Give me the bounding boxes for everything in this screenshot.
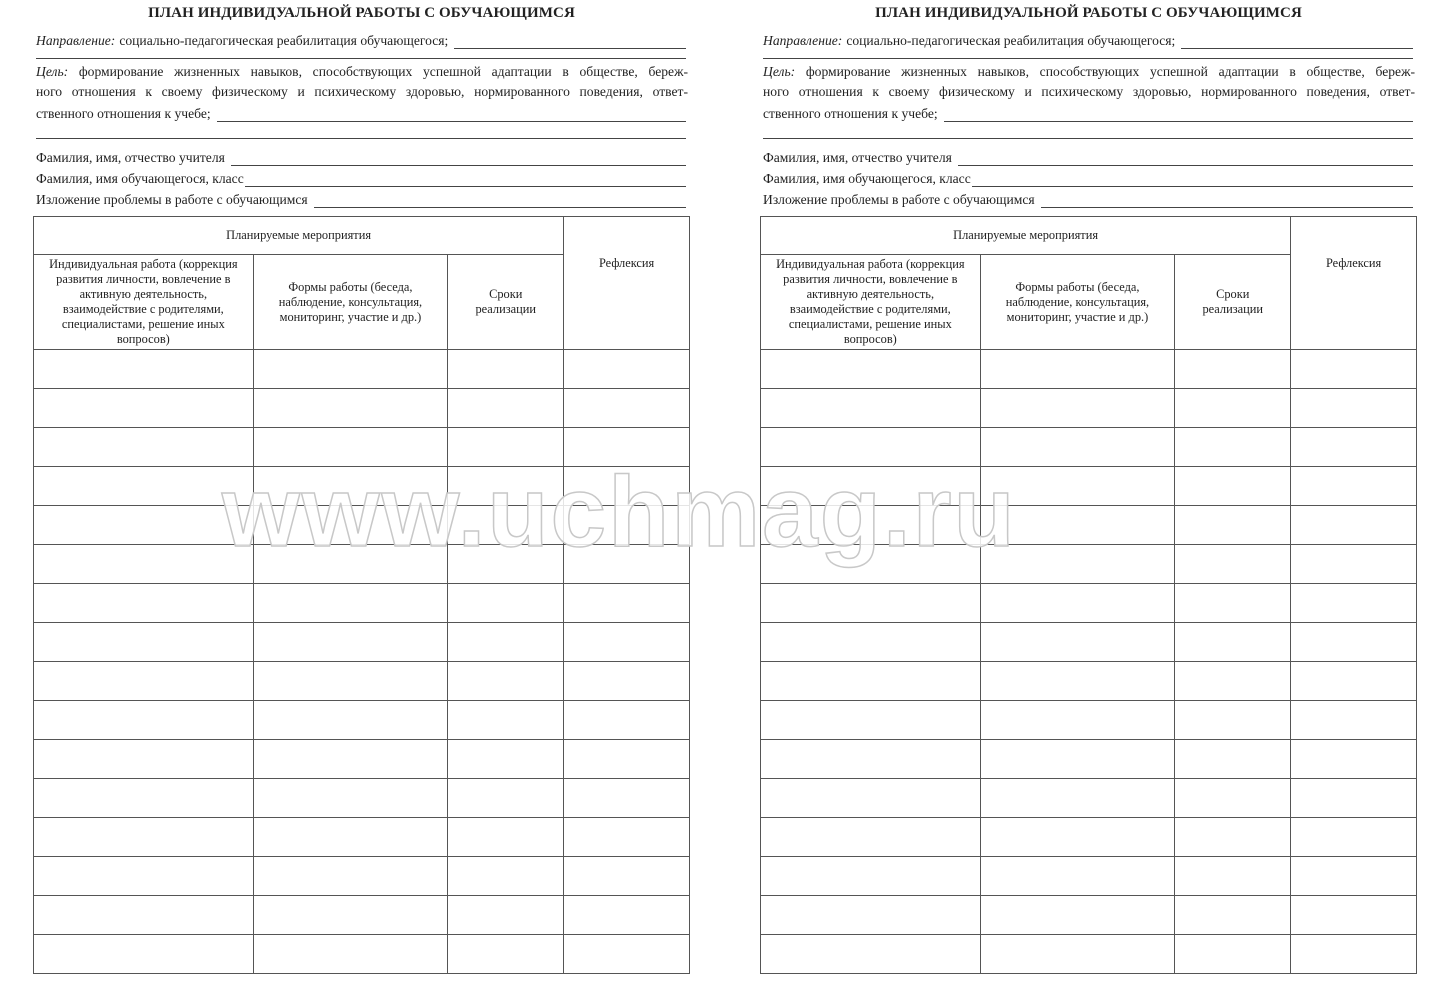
table-cell[interactable] xyxy=(980,389,1175,428)
goal-text-1: формирование жизненных навыков, способствующих успешной адаптации в обществе, береж- xyxy=(78,64,688,79)
table-cell[interactable] xyxy=(1291,389,1417,428)
table-row xyxy=(761,545,1417,584)
table-cell[interactable] xyxy=(34,428,254,467)
table-cell[interactable] xyxy=(1291,896,1417,935)
table-cell[interactable] xyxy=(253,818,448,857)
table-cell[interactable] xyxy=(1291,428,1417,467)
table-cell[interactable] xyxy=(1175,701,1291,740)
table-cell[interactable] xyxy=(253,857,448,896)
table-cell[interactable] xyxy=(1291,545,1417,584)
table-cell[interactable] xyxy=(1175,935,1291,974)
table-cell[interactable] xyxy=(253,545,448,584)
table-cell[interactable] xyxy=(980,584,1175,623)
goal-label: Цель: xyxy=(763,64,796,79)
table-cell[interactable] xyxy=(761,545,981,584)
direction-label: Направление: xyxy=(763,33,843,48)
table-cell[interactable] xyxy=(564,779,690,818)
direction-extra-line[interactable] xyxy=(763,58,1413,59)
table-row xyxy=(34,662,690,701)
student-label: Фамилия, имя обучающегося, класс xyxy=(36,171,244,186)
form-title: ПЛАН ИНДИВИДУАЛЬНОЙ РАБОТЫ С ОБУЧАЮЩИМСЯ xyxy=(148,5,575,21)
table-cell[interactable] xyxy=(980,545,1175,584)
table-cell[interactable] xyxy=(34,467,254,506)
table-cell[interactable] xyxy=(253,701,448,740)
table-cell[interactable] xyxy=(761,506,981,545)
table-row xyxy=(761,506,1417,545)
table-cell[interactable] xyxy=(1291,623,1417,662)
table-row xyxy=(761,662,1417,701)
table-cell[interactable] xyxy=(761,467,981,506)
table-row xyxy=(761,779,1417,818)
table-cell[interactable] xyxy=(761,701,981,740)
table-cell[interactable] xyxy=(34,662,254,701)
teacher-line xyxy=(763,148,1413,166)
direction-extra-line[interactable] xyxy=(36,58,686,59)
table-cell[interactable] xyxy=(448,428,564,467)
table-row xyxy=(34,818,690,857)
table-cell[interactable] xyxy=(761,623,981,662)
table-cell[interactable] xyxy=(448,506,564,545)
table-cell[interactable] xyxy=(34,857,254,896)
table-cell[interactable] xyxy=(564,350,690,389)
problem-field[interactable] xyxy=(1041,194,1413,208)
table-cell[interactable] xyxy=(448,818,564,857)
table-row xyxy=(761,428,1417,467)
table-row xyxy=(761,818,1417,857)
table-cell[interactable] xyxy=(448,623,564,662)
table-cell[interactable] xyxy=(761,935,981,974)
table-cell[interactable] xyxy=(980,935,1175,974)
table-cell[interactable] xyxy=(1175,779,1291,818)
teacher-label: Фамилия, имя, отчество учителя xyxy=(763,150,952,165)
table-row xyxy=(761,740,1417,779)
table-cell[interactable] xyxy=(448,935,564,974)
table-cell[interactable] xyxy=(1175,623,1291,662)
table-row xyxy=(34,896,690,935)
table-cell[interactable] xyxy=(980,740,1175,779)
direction-line xyxy=(763,31,1413,49)
table-cell[interactable] xyxy=(980,701,1175,740)
teacher-field[interactable] xyxy=(231,152,686,166)
table-cell[interactable] xyxy=(1291,740,1417,779)
table-cell[interactable] xyxy=(1291,779,1417,818)
table-cell[interactable] xyxy=(564,662,690,701)
table-cell[interactable] xyxy=(1175,662,1291,701)
plan-table xyxy=(760,216,1417,974)
table-cell[interactable] xyxy=(761,662,981,701)
table-cell[interactable] xyxy=(253,506,448,545)
table-cell[interactable] xyxy=(564,935,690,974)
table-cell[interactable] xyxy=(34,896,254,935)
table-cell[interactable] xyxy=(1291,935,1417,974)
student-field[interactable] xyxy=(245,173,686,187)
table-row xyxy=(761,350,1417,389)
header-deadlines: Сроки реализации xyxy=(448,255,564,350)
goal-line-2: ного отношения к своему физическому и психическому здоровью, нормированного поведения, ответ- xyxy=(36,84,688,99)
table-row xyxy=(34,389,690,428)
table-row xyxy=(34,935,690,974)
table-cell[interactable] xyxy=(448,857,564,896)
goal-line-3 xyxy=(763,104,1413,122)
table-cell[interactable] xyxy=(253,467,448,506)
table-row xyxy=(34,506,690,545)
table-cell[interactable] xyxy=(448,662,564,701)
table-cell[interactable] xyxy=(564,506,690,545)
table-cell[interactable] xyxy=(564,896,690,935)
direction-text: социально-педагогическая реабилитация обучающегося; xyxy=(846,33,1176,48)
table-row xyxy=(34,701,690,740)
form-title: ПЛАН ИНДИВИДУАЛЬНОЙ РАБОТЫ С ОБУЧАЮЩИМСЯ xyxy=(875,5,1302,21)
table-cell[interactable] xyxy=(761,740,981,779)
table-cell[interactable] xyxy=(448,350,564,389)
table-cell[interactable] xyxy=(564,584,690,623)
table-cell[interactable] xyxy=(1291,584,1417,623)
header-individual-work: Индивидуальная работа (коррекция развития личности, вовлечение в активную деятельность, взаимодействие с родителями, специалистами, решение иных вопросов) xyxy=(761,255,981,350)
form-page-right xyxy=(760,0,1417,1003)
goal-line-2: ного отношения к своему физическому и психическому здоровью, нормированного поведения, ответ- xyxy=(763,84,1415,99)
goal-extra-line[interactable] xyxy=(763,138,1413,139)
table-cell[interactable] xyxy=(253,779,448,818)
table-cell[interactable] xyxy=(448,389,564,428)
plan-table xyxy=(33,216,690,974)
table-row xyxy=(761,701,1417,740)
table-cell[interactable] xyxy=(1175,584,1291,623)
table-cell[interactable] xyxy=(980,779,1175,818)
table-cell[interactable] xyxy=(1291,350,1417,389)
problem-field[interactable] xyxy=(314,194,686,208)
teacher-line xyxy=(36,148,686,166)
student-field[interactable] xyxy=(972,173,1413,187)
table-cell[interactable] xyxy=(1291,701,1417,740)
problem-label: Изложение проблемы в работе с обучающимся xyxy=(763,192,1035,207)
goal-field[interactable] xyxy=(944,108,1413,122)
table-cell[interactable] xyxy=(34,623,254,662)
table-cell[interactable] xyxy=(980,350,1175,389)
table-cell[interactable] xyxy=(761,857,981,896)
teacher-field[interactable] xyxy=(958,152,1413,166)
table-cell[interactable] xyxy=(448,545,564,584)
table-row xyxy=(34,545,690,584)
table-cell[interactable] xyxy=(34,545,254,584)
goal-label: Цель: xyxy=(36,64,69,79)
table-cell[interactable] xyxy=(564,818,690,857)
table-cell[interactable] xyxy=(1291,467,1417,506)
table-cell[interactable] xyxy=(253,740,448,779)
table-cell[interactable] xyxy=(1175,818,1291,857)
student-line xyxy=(763,169,1413,187)
table-cell[interactable] xyxy=(1291,818,1417,857)
table-cell[interactable] xyxy=(448,701,564,740)
header-deadlines: Сроки реализации xyxy=(1175,255,1291,350)
table-cell[interactable] xyxy=(761,896,981,935)
table-cell[interactable] xyxy=(448,467,564,506)
table-cell[interactable] xyxy=(761,428,981,467)
table-cell[interactable] xyxy=(1175,740,1291,779)
table-row xyxy=(34,584,690,623)
table-row xyxy=(34,350,690,389)
table-row xyxy=(34,623,690,662)
table-cell[interactable] xyxy=(564,857,690,896)
header-work-forms: Формы работы (беседа, наблюдение, консультация, мониторинг, участие и др.) xyxy=(980,255,1175,350)
goal-extra-line[interactable] xyxy=(36,138,686,139)
table-cell[interactable] xyxy=(448,584,564,623)
direction-field[interactable] xyxy=(454,35,686,49)
goal-line-1 xyxy=(763,64,1415,82)
table-cell[interactable] xyxy=(1175,857,1291,896)
form-page-left xyxy=(33,0,690,1003)
table-cell[interactable] xyxy=(1175,350,1291,389)
table-cell[interactable] xyxy=(564,623,690,662)
table-cell[interactable] xyxy=(761,779,981,818)
table-row xyxy=(761,623,1417,662)
header-individual-work: Индивидуальная работа (коррекция развития личности, вовлечение в активную деятельность, взаимодействие с родителями, специалистами, решение иных вопросов) xyxy=(34,255,254,350)
table-row xyxy=(34,779,690,818)
table-row xyxy=(34,857,690,896)
table-row xyxy=(761,389,1417,428)
table-row xyxy=(761,935,1417,974)
table-cell[interactable] xyxy=(34,740,254,779)
table-row xyxy=(761,467,1417,506)
table-cell[interactable] xyxy=(34,701,254,740)
header-reflection: Рефлексия xyxy=(564,217,690,350)
table-cell[interactable] xyxy=(980,818,1175,857)
table-cell[interactable] xyxy=(1175,467,1291,506)
table-cell[interactable] xyxy=(34,389,254,428)
goal-text-1: формирование жизненных навыков, способствующих успешной адаптации в обществе, береж- xyxy=(805,64,1415,79)
table-cell[interactable] xyxy=(980,428,1175,467)
table-cell[interactable] xyxy=(253,896,448,935)
table-cell[interactable] xyxy=(564,389,690,428)
teacher-label: Фамилия, имя, отчество учителя xyxy=(36,150,225,165)
goal-line-3 xyxy=(36,104,686,122)
table-cell[interactable] xyxy=(1291,506,1417,545)
table-cell[interactable] xyxy=(1291,662,1417,701)
table-cell[interactable] xyxy=(980,623,1175,662)
table-cell[interactable] xyxy=(448,740,564,779)
table-cell[interactable] xyxy=(564,740,690,779)
table-cell[interactable] xyxy=(761,818,981,857)
table-row xyxy=(34,467,690,506)
table-cell[interactable] xyxy=(448,896,564,935)
table-cell[interactable] xyxy=(564,428,690,467)
table-cell[interactable] xyxy=(564,545,690,584)
problem-line xyxy=(36,190,686,208)
table-cell[interactable] xyxy=(253,350,448,389)
table-cell[interactable] xyxy=(980,857,1175,896)
table-cell[interactable] xyxy=(448,779,564,818)
table-cell[interactable] xyxy=(980,896,1175,935)
header-work-forms: Формы работы (беседа, наблюдение, консультация, мониторинг, участие и др.) xyxy=(253,255,448,350)
direction-text: социально-педагогическая реабилитация обучающегося; xyxy=(119,33,449,48)
table-cell[interactable] xyxy=(34,506,254,545)
table-row xyxy=(761,857,1417,896)
direction-field[interactable] xyxy=(1181,35,1413,49)
table-cell[interactable] xyxy=(980,467,1175,506)
table-cell[interactable] xyxy=(1175,545,1291,584)
table-cell[interactable] xyxy=(253,935,448,974)
table-cell[interactable] xyxy=(34,935,254,974)
table-cell[interactable] xyxy=(253,584,448,623)
goal-text-3: ственного отношения к учебе; xyxy=(36,106,211,121)
table-cell[interactable] xyxy=(1175,389,1291,428)
table-cell[interactable] xyxy=(253,623,448,662)
table-cell[interactable] xyxy=(34,779,254,818)
table-row xyxy=(34,740,690,779)
header-planned-activities: Планируемые мероприятия xyxy=(34,217,564,255)
watermark: www.uchmag.ru xyxy=(222,456,1017,568)
table-cell[interactable] xyxy=(761,584,981,623)
header-reflection: Рефлексия xyxy=(1291,217,1417,350)
table-cell[interactable] xyxy=(253,662,448,701)
table-cell[interactable] xyxy=(34,818,254,857)
student-label: Фамилия, имя обучающегося, класс xyxy=(763,171,971,186)
table-cell[interactable] xyxy=(761,350,981,389)
table-cell[interactable] xyxy=(1175,896,1291,935)
header-planned-activities: Планируемые мероприятия xyxy=(761,217,1291,255)
problem-label: Изложение проблемы в работе с обучающимся xyxy=(36,192,308,207)
table-cell[interactable] xyxy=(253,389,448,428)
table-row xyxy=(34,428,690,467)
table-cell[interactable] xyxy=(564,701,690,740)
table-cell[interactable] xyxy=(34,350,254,389)
table-row xyxy=(761,584,1417,623)
goal-text-3: ственного отношения к учебе; xyxy=(763,106,938,121)
table-cell[interactable] xyxy=(1175,506,1291,545)
table-cell[interactable] xyxy=(1291,857,1417,896)
direction-label: Направление: xyxy=(36,33,116,48)
direction-line xyxy=(36,31,686,49)
student-line xyxy=(36,169,686,187)
table-cell[interactable] xyxy=(1175,428,1291,467)
table-cell[interactable] xyxy=(253,428,448,467)
table-cell[interactable] xyxy=(980,662,1175,701)
table-cell[interactable] xyxy=(564,467,690,506)
table-row xyxy=(761,896,1417,935)
goal-line-1 xyxy=(36,64,688,82)
goal-field[interactable] xyxy=(217,108,686,122)
table-cell[interactable] xyxy=(34,584,254,623)
table-cell[interactable] xyxy=(761,389,981,428)
table-cell[interactable] xyxy=(980,506,1175,545)
problem-line xyxy=(763,190,1413,208)
